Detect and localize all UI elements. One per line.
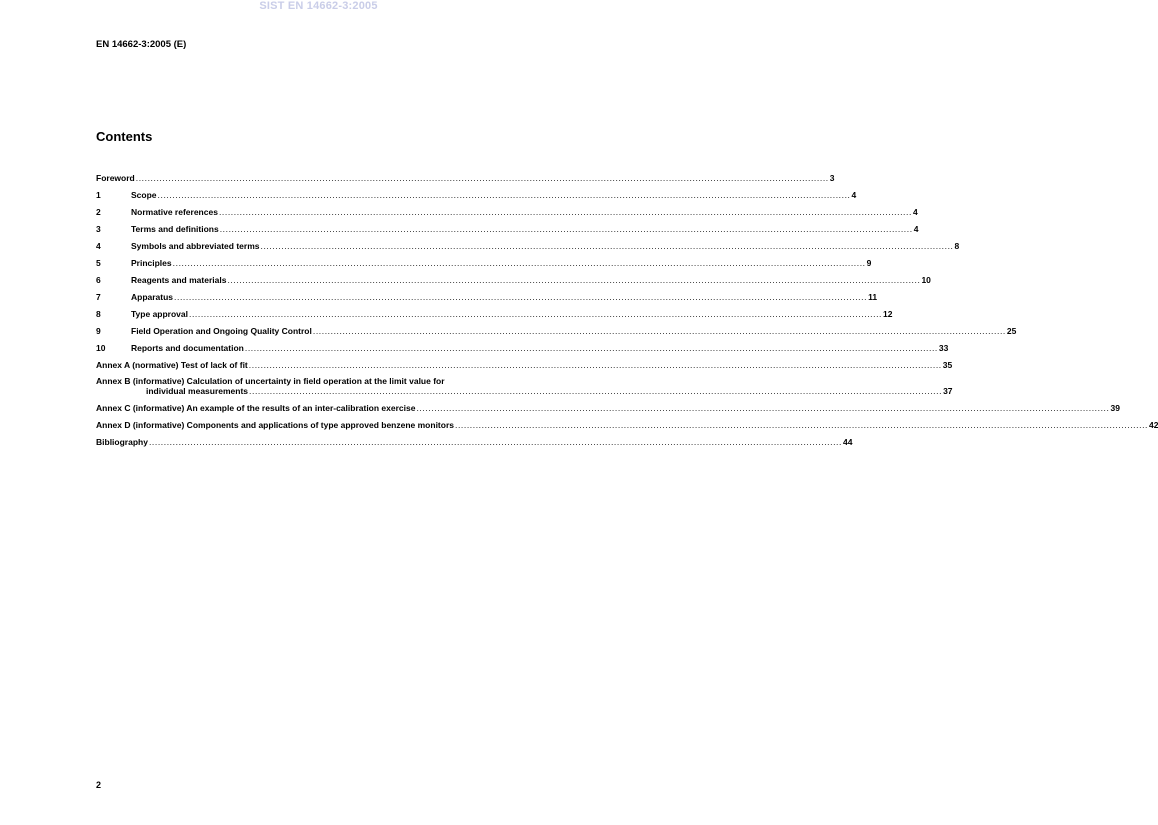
toc-entry-title: Bibliography (96, 437, 148, 447)
toc-entry-foreword[interactable] (96, 166, 835, 183)
toc-entry-title: Annex C (informative) An example of the results of an inter-calibration exercise (96, 403, 416, 413)
toc-entry-reagents[interactable] (96, 268, 931, 285)
toc-entry-number: 4 (96, 241, 101, 251)
toc-entry-type-approval[interactable] (96, 302, 893, 319)
toc-entry-number: 1 (96, 190, 101, 200)
toc-entry-page: 3 (829, 173, 835, 183)
toc-entry-annex-d[interactable] (96, 413, 1158, 430)
toc-entry-title: Reagents and materials (131, 275, 227, 285)
toc-entry-field-operation[interactable] (96, 319, 1017, 336)
watermark: SIST EN 14662-3:2005 (259, 0, 378, 12)
toc-entry-title: Reports and documentation (131, 343, 244, 353)
toc-entry-number: 7 (96, 292, 101, 302)
toc-entry-page: 44 (842, 437, 853, 447)
toc-entry-symbols[interactable] (96, 234, 960, 251)
toc-entry-title: Annex B (informative) Calculation of uncertainty in field operation at the limit value for (96, 376, 445, 386)
toc-entry-number: 8 (96, 309, 101, 319)
toc-entry-reports[interactable] (96, 336, 949, 353)
toc-entry-principles[interactable] (96, 251, 872, 268)
toc-entry-number: 2 (96, 207, 101, 217)
toc-entry-number: 9 (96, 326, 101, 336)
toc-entry-title: Normative references (131, 207, 218, 217)
toc-entry-page: 4 (913, 224, 919, 234)
toc-entry-title: Field Operation and Ongoing Quality Control (131, 326, 312, 336)
toc-entry-page: 12 (883, 309, 893, 319)
toc-entry-annex-b[interactable] (96, 370, 953, 396)
toc-entry-title: Terms and definitions (131, 224, 219, 234)
toc-entry-normative-references[interactable] (96, 200, 918, 217)
toc-entry-page: 33 (938, 343, 949, 353)
toc-entry-number: 5 (96, 258, 101, 268)
page-number: 2 (96, 780, 102, 790)
toc-entry-page: 4 (912, 207, 918, 217)
toc-entry-page: 9 (866, 258, 872, 268)
toc-entry-title: Type approval (131, 309, 188, 319)
toc-entry-number: 3 (96, 224, 101, 234)
toc-entry-scope[interactable] (96, 183, 857, 200)
toc-entry-title: Symbols and abbreviated terms (131, 241, 260, 251)
toc-entry-page: 25 (1006, 326, 1017, 336)
toc-entry-title: Annex A (normative) Test of lack of fit (96, 360, 248, 370)
toc-entry-annex-a[interactable] (96, 353, 953, 370)
toc-entry-title: Apparatus (131, 292, 174, 302)
toc-entry-page: 39 (1110, 403, 1120, 413)
toc-entry-title-continued: individual measurements (146, 386, 249, 396)
document-id: EN 14662-3:2005 (E) (96, 39, 187, 50)
toc-entry-bibliography[interactable] (96, 430, 853, 447)
contents-title: Contents (96, 129, 153, 144)
table-of-contents (96, 166, 1158, 447)
toc-entry-title: Annex D (informative) Components and applications of type approved benzene monitors (96, 420, 454, 430)
toc-entry-page: 42 (1149, 420, 1158, 430)
toc-entry-title: Principles (131, 258, 172, 268)
toc-entry-page: 37 (943, 386, 953, 396)
toc-entry-page: 4 (851, 190, 857, 200)
toc-entry-page: 11 (868, 292, 878, 302)
toc-entry-page: 8 (954, 241, 960, 251)
toc-entry-page: 10 (921, 275, 931, 285)
toc-entry-title: Scope (131, 190, 157, 200)
toc-entry-apparatus[interactable] (96, 285, 878, 302)
toc-entry-title: Foreword (96, 173, 135, 183)
toc-entry-annex-c[interactable] (96, 396, 1120, 413)
toc-entry-number: 10 (96, 343, 106, 353)
toc-entry-terms-and-definitions[interactable] (96, 217, 919, 234)
toc-entry-number: 6 (96, 275, 101, 285)
toc-entry-page: 35 (942, 360, 953, 370)
